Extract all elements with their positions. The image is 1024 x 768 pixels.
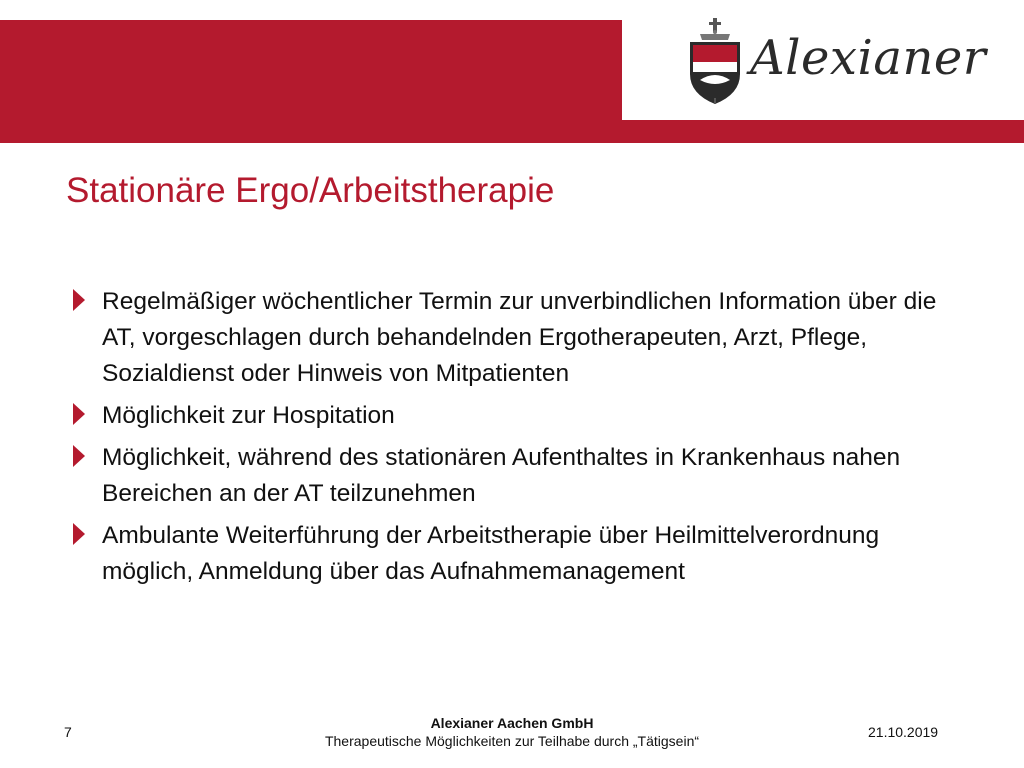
bullet-text: Regelmäßiger wöchentlicher Termin zur unverbindlichen Information über die AT, vorgeschlagen durch behandelnden Ergotherapeuten, Arzt, Pflege, Sozialdienst oder Hinweis von Mitpatienten bbox=[102, 288, 937, 387]
footer-subtitle: Therapeutische Möglichkeiten zur Teilhabe durch „Tätigsein“ bbox=[324, 733, 700, 749]
bullet-text: Möglichkeit zur Hospitation bbox=[102, 402, 395, 429]
bullet-item bbox=[68, 518, 948, 590]
triangle-right-icon bbox=[72, 402, 86, 426]
bullet-item bbox=[68, 440, 948, 512]
bullet-item bbox=[68, 398, 948, 434]
triangle-right-icon bbox=[72, 522, 86, 546]
page-number: 7 bbox=[64, 724, 72, 740]
bullet-list bbox=[68, 284, 948, 596]
footer-center bbox=[262, 714, 762, 750]
bullet-text: Ambulante Weiterführung der Arbeitstherapie über Heilmittelverordnung möglich, Anmeldung über das Aufnahmemanagement bbox=[102, 522, 880, 585]
bullet-item bbox=[68, 284, 948, 392]
slide-title: Stationäre Ergo/Arbeitstherapie bbox=[66, 171, 555, 210]
footer-company: Alexianer Aachen GmbH bbox=[430, 715, 594, 731]
footer-date: 21.10.2019 bbox=[868, 724, 939, 740]
logo-wordmark: Alexianer bbox=[750, 30, 987, 86]
alexianer-crest-icon bbox=[686, 18, 744, 104]
triangle-right-icon bbox=[72, 444, 86, 468]
triangle-right-icon bbox=[72, 288, 86, 312]
bullet-text: Möglichkeit, während des stationären Aufenthaltes in Krankenhaus nahen Bereichen an der AT teilzunehmen bbox=[102, 444, 901, 507]
